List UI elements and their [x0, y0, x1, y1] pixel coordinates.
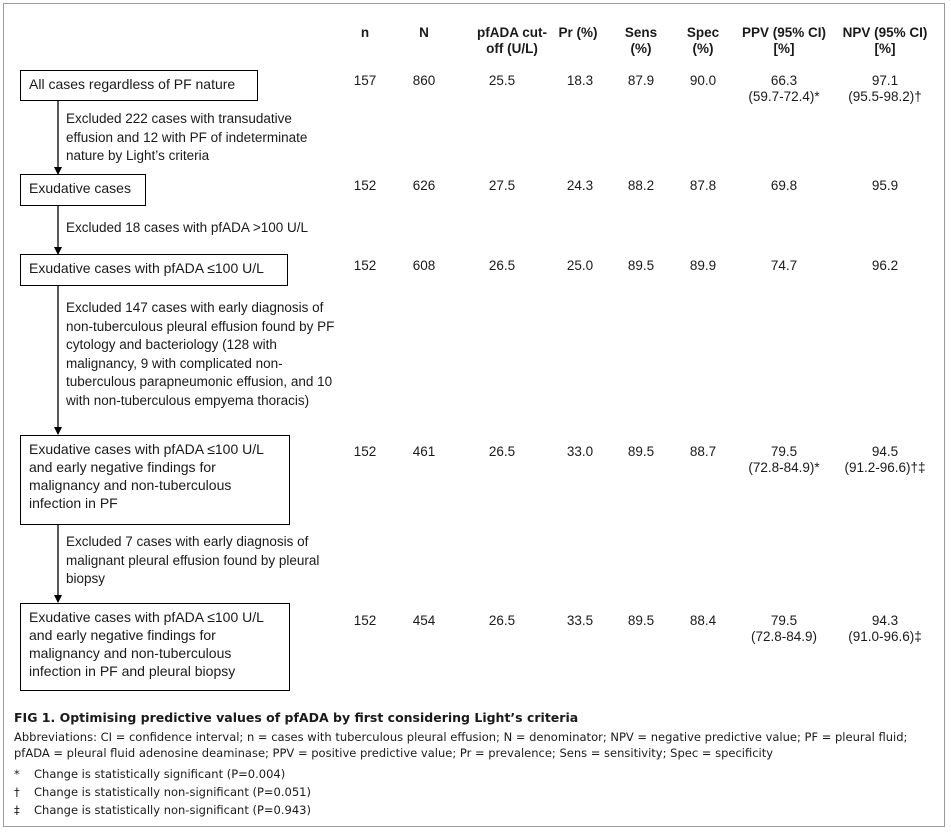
cell-N: 454	[412, 613, 436, 628]
header-sens-line1: Sens	[624, 25, 658, 40]
flow-box-exudative: Exudative cases	[20, 174, 146, 206]
cell-N: 860	[412, 73, 436, 88]
footnote-symbol: *	[14, 767, 20, 781]
cell-spec: 90.0	[689, 73, 717, 88]
cell-N: 461	[412, 444, 436, 459]
header-npv-line1: NPV (95% CI)	[842, 25, 928, 40]
cell-n: 157	[353, 73, 377, 88]
cell-npv-ci: (91.2-96.6)†‡	[844, 460, 926, 475]
header-spec-line2: (%)	[692, 41, 714, 56]
header-ppv-line2: [%]	[773, 41, 795, 56]
footnote	[14, 784, 311, 800]
header-npv-line2: [%]	[874, 41, 896, 56]
cell-cutoff: 26.5	[488, 613, 516, 628]
cell-spec: 89.9	[689, 258, 717, 273]
footnote	[14, 802, 311, 818]
cell-pr: 33.5	[566, 613, 594, 628]
cell-spec: 87.8	[689, 178, 717, 193]
flow-box-exudative-pfada: Exudative cases with pfADA ≤100 U/L	[20, 254, 288, 286]
footnote-symbol: ‡	[14, 803, 20, 817]
cell-ppv	[734, 178, 834, 194]
cell-ppv	[734, 258, 834, 274]
cell-ppv-value: 79.5	[770, 444, 798, 459]
cell-spec: 88.7	[689, 444, 717, 459]
exclusion-note-1: Excluded 222 cases with transudative effusion and 12 with PF of indeterminate nature by Light’s criteria	[66, 111, 308, 163]
footnote-symbol: †	[14, 785, 20, 799]
exclusion-note-4: Excluded 7 cases with early diagnosis of malignant pleural effusion found by pleural biopsy	[66, 534, 320, 586]
cell-sens: 89.5	[627, 444, 655, 459]
cell-npv-ci: (91.0-96.6)‡	[848, 629, 922, 644]
cell-ppv	[734, 444, 834, 476]
flow-box-all-cases: All cases regardless of PF nature	[20, 70, 258, 101]
footnote-text: Change is statistically significant (P=0.004)	[34, 767, 286, 781]
cell-npv	[836, 258, 934, 274]
cell-npv-value: 95.9	[871, 178, 899, 193]
cell-ppv-value: 66.3	[770, 73, 798, 88]
cell-n: 152	[353, 178, 377, 193]
cell-ppv-ci: (72.8-84.9)*	[748, 460, 820, 475]
cell-pr: 33.0	[566, 444, 594, 459]
cell-cutoff: 25.5	[488, 73, 516, 88]
cell-npv-value: 94.3	[871, 613, 899, 628]
cell-ppv	[734, 73, 834, 105]
cell-npv	[836, 613, 934, 645]
exclusion-note-3: Excluded 147 cases with early diagnosis of non-tuberculous pleural effusion found by PF cytology and bacteriology (128 with malignancy, 9 with complicated non-tuberculous parapneumonic effusion, and 10 with non-tuberculous empyema thoracis)	[66, 300, 335, 408]
cell-sens: 87.9	[627, 73, 655, 88]
cell-pr: 24.3	[566, 178, 594, 193]
header-sens-line2: (%)	[630, 41, 652, 56]
figure-caption: FIG 1. Optimising predictive values of pfADA by first considering Light’s criteria	[14, 710, 579, 725]
cell-npv-value: 97.1	[871, 73, 899, 88]
cell-N: 608	[412, 258, 436, 273]
cell-n: 152	[353, 444, 377, 459]
cell-npv-value: 96.2	[871, 258, 899, 273]
cell-npv	[836, 73, 934, 105]
cell-pr: 18.3	[566, 73, 594, 88]
flow-box-negative-pf-biopsy: Exudative cases with pfADA ≤100 U/L and early negative findings for malignancy and non-tuberculous infection in PF and pleural biopsy	[20, 603, 290, 691]
cell-npv	[836, 444, 934, 476]
header-ppv-line1: PPV (95% CI)	[741, 25, 827, 40]
cell-npv	[836, 178, 934, 194]
cell-sens: 88.2	[627, 178, 655, 193]
cell-spec: 88.4	[689, 613, 717, 628]
footnote	[14, 766, 285, 782]
header-cutoff-line1: pfADA cut-	[477, 25, 547, 40]
header-N: N	[419, 25, 429, 40]
cell-sens: 89.5	[627, 613, 655, 628]
cell-cutoff: 26.5	[488, 444, 516, 459]
footnote-text: Change is statistically non-significant (P=0.943)	[34, 803, 311, 817]
cell-N: 626	[412, 178, 436, 193]
flow-box-negative-pf: Exudative cases with pfADA ≤100 U/L and early negative findings for malignancy and non-tuberculous infection in PF	[20, 435, 290, 525]
cell-ppv-ci: (72.8-84.9)	[750, 629, 818, 644]
cell-n: 152	[353, 258, 377, 273]
cell-n: 152	[353, 613, 377, 628]
cell-npv-value: 94.5	[871, 444, 899, 459]
header-n: n	[360, 25, 370, 40]
cell-ppv-ci: (59.7-72.4)*	[748, 89, 820, 104]
cell-sens: 89.5	[627, 258, 655, 273]
arrowhead-3	[54, 427, 62, 435]
arrowhead-4	[54, 595, 62, 603]
footnote-text: Change is statistically non-significant (P=0.051)	[34, 785, 311, 799]
cell-cutoff: 27.5	[488, 178, 516, 193]
cell-pr: 25.0	[566, 258, 594, 273]
header-spec-line1: Spec	[686, 25, 720, 40]
cell-ppv-value: 69.8	[770, 178, 798, 193]
exclusion-note-2: Excluded 18 cases with pfADA >100 U/L	[66, 220, 309, 235]
cell-cutoff: 26.5	[488, 258, 516, 273]
cell-npv-ci: (95.5-98.2)†	[848, 89, 922, 104]
header-cutoff-line2: off (U/L)	[486, 41, 538, 56]
cell-ppv	[734, 613, 834, 645]
header-pr: Pr (%)	[558, 25, 598, 40]
cell-ppv-value: 79.5	[770, 613, 798, 628]
cell-ppv-value: 74.7	[770, 258, 798, 273]
abbreviations: Abbreviations: CI = confidence interval; n = cases with tuberculous pleural effusion; N = denominator; NPV = negative predictive value; PF = pleural fluid; pfADA = pleural fluid adenosine deaminase; PPV = positive predictive value; Pr = prevalence; Sens = sensitivity; Spec = specificity	[14, 730, 908, 760]
